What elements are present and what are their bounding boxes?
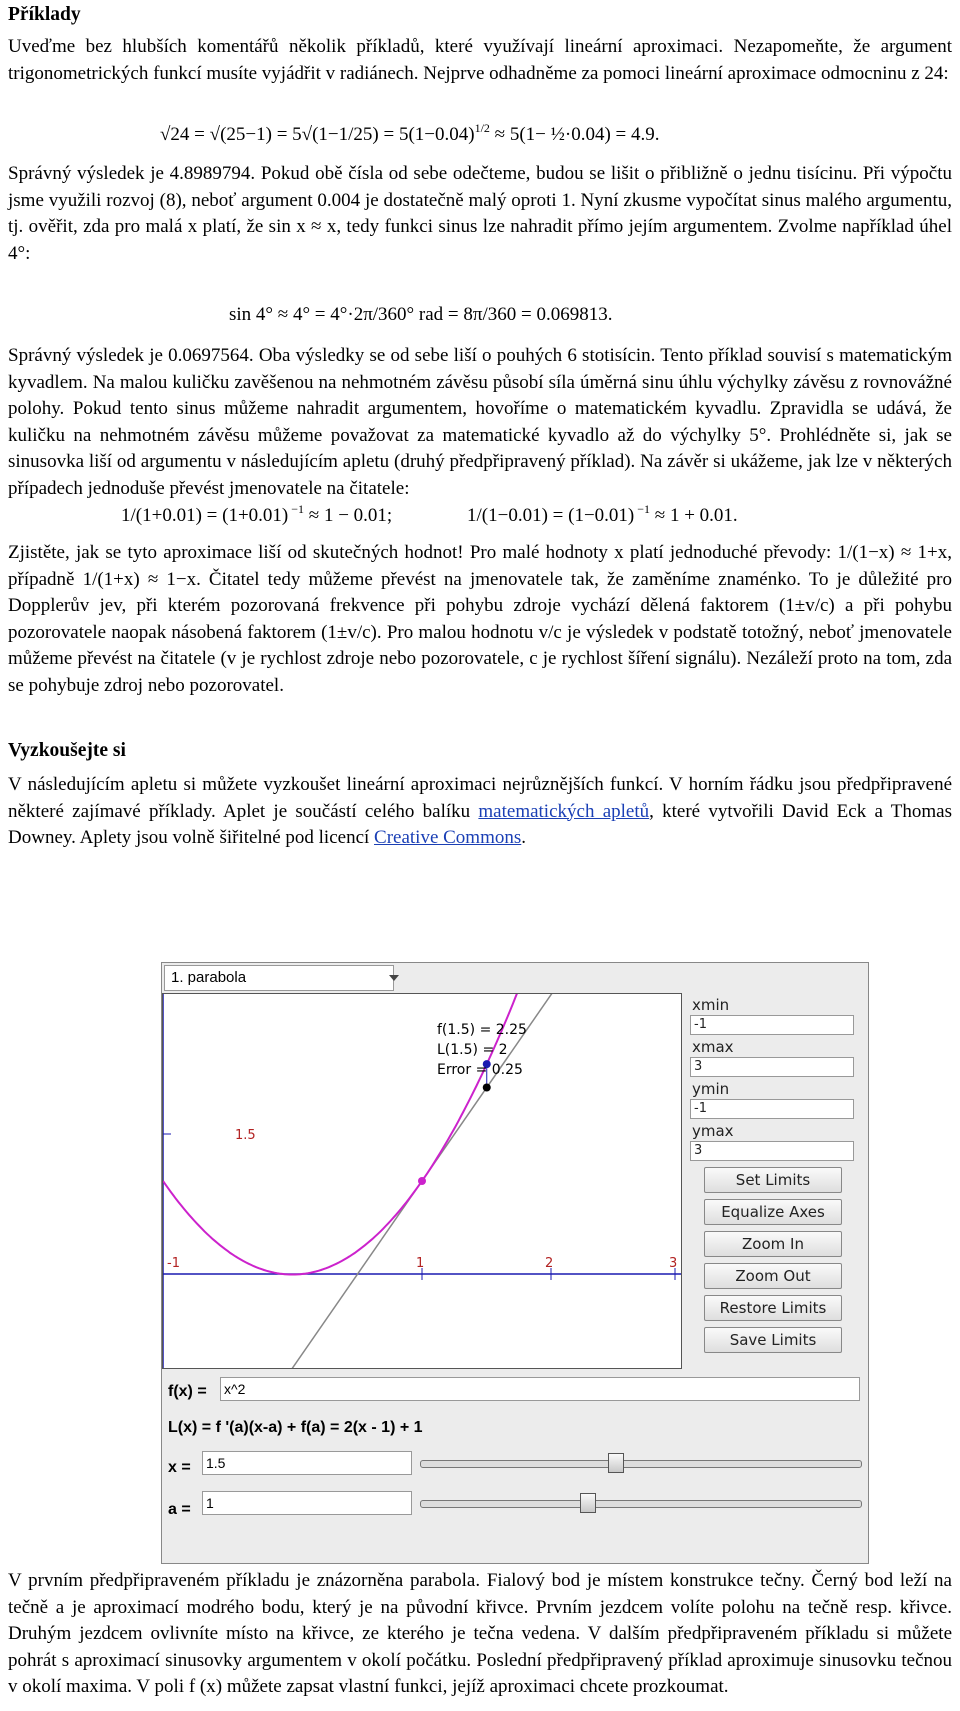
- zoom-in-button[interactable]: Zoom In: [704, 1231, 842, 1257]
- eq3-right-a: 1/(1−0.01) = (1−0.01): [467, 505, 635, 526]
- paragraph-applet-intro: [8, 772, 952, 852]
- equation-reciprocal-right: [467, 503, 738, 530]
- paragraph-pendulum: Správný výsledek je 0.0697564. Oba výsledky se od sebe liší o pouhých 6 stotisícin. Tento příklad souvisí s matematickým kyvadlem. Na malou kuličku zavěšenou na nehmotném závěsu působí síla úměrná sinu úhlu výchylky závěsu z rovnovážné polohy. Pokud tento sinus můžeme nahradit argumentem, hovoříme o matematickém kyvadlu. Zpravidla se udává, že kuličku na nehmotném závěsu můžeme považovat za matematické kyvadlo až do výchylky 5°. Prohlédněte si, jak se sinusovka liší od argumentu v následujícím apletu (druhý předpřipravený příklad). Na závěr si ukážeme, jak lze v některých případech jednoduše převést jmenovatele na čitatele:: [8, 345, 952, 499]
- linear-approximation-applet: [161, 962, 869, 1564]
- dropdown-arrow-icon: [389, 975, 399, 981]
- example-select-value: 1. parabola: [171, 969, 247, 986]
- ymin-label: ymin: [692, 1080, 730, 1098]
- ymax-field[interactable]: 3: [690, 1141, 854, 1161]
- example-select[interactable]: [164, 965, 394, 991]
- eq1-exponent: 1/2: [474, 120, 490, 135]
- save-limits-button[interactable]: Save Limits: [704, 1327, 842, 1353]
- lx-formula: L(x) = f '(a)(x-a) + f(a) = 2(x - 1) + 1: [168, 1419, 423, 1436]
- paragraph-sine: Správný výsledek je 4.8989794. Pokud obě čísla od sebe odečteme, budou se lišit o přibližně o jednu tisícinu. Při výpočtu jsme využili rozvoj (8), neboť argument 0.004 je dostatečně malý oproti 1. Nyní zkusme vypočítat sinus malého argumentu, tj. ověřit, zda pro malá x platí, že sin x ≈ x, tedy funkci sinus lze nahradit přímo jejím argumentem. Zvolme například úhel 4°:: [8, 163, 952, 264]
- xmin-field[interactable]: -1: [690, 1015, 854, 1035]
- heading-vyzkousejte: Vyzkoušejte si: [8, 740, 126, 761]
- equation-reciprocal-left: [121, 503, 392, 530]
- fx-label: f(x) =: [168, 1383, 207, 1400]
- eq1-part-a: √24 = √(25−1) = 5√(1−1/25) = 5(1−0.04): [160, 124, 475, 145]
- x-slider-track[interactable]: [420, 1460, 862, 1468]
- link-math-applets[interactable]: matematických apletů: [478, 800, 650, 822]
- intro-paragraph: Uveďme bez hlubších komentářů několik příkladů, které využívají lineární aproximaci. Nezapomeňte, že argument trigonometrických funkcí musíte vyjádřit v radiánech. Nejprve odhadněme za pomoci lineární aproximace odmocninu z 24:: [8, 36, 952, 84]
- limits-panel: [690, 995, 862, 1359]
- x-tick-label-2: 2: [545, 1256, 554, 1271]
- eq3-left-a: 1/(1+0.01) = (1+0.01): [121, 505, 289, 526]
- a-value-field[interactable]: 1: [202, 1491, 412, 1515]
- x-tick-label-neg1: -1: [167, 1256, 180, 1271]
- xmax-label: xmax: [692, 1038, 734, 1056]
- para5-text-b: , které vytvořili David Eck a Thomas Downey. Aplety jsou volně šiřitelné pod licencí: [8, 800, 953, 848]
- eq3-right-exp: −1: [634, 501, 651, 516]
- equation-sin4: sin 4° ≈ 4° = 4°·2π/360° rad = 8π/360 = 0.069813.: [229, 304, 613, 325]
- x-value-field[interactable]: 1.5: [202, 1451, 412, 1475]
- x-tick-label-1: 1: [416, 1256, 425, 1271]
- xmax-field[interactable]: 3: [690, 1057, 854, 1077]
- approx-point-black[interactable]: [483, 1084, 491, 1092]
- set-limits-button[interactable]: Set Limits: [704, 1167, 842, 1193]
- ymax-label: ymax: [692, 1122, 734, 1140]
- link-creative-commons[interactable]: Creative Commons: [374, 827, 522, 848]
- x-tick-label-3: 3: [669, 1256, 678, 1271]
- readout-error: Error = 0.25: [437, 1062, 523, 1078]
- paragraph-explanation: V prvním předpřipraveném příkladu je znázorněna parabola. Fialový bod je místem konstrukce tečny. Černý bod leží na tečně a je aproximací modrého bodu, který je na původní křivce. Prvním jezdcem volíte polohu na tečně resp. křivce. Druhým jezdcem ovlivníte místo na křivce, ze kterého je tečna vedena. V dalším předpřipraveném příkladu si můžete pohrát s aproximací sinusovky argumentem v okolí počátku. Poslední předpřipravený příklad aproximuje sinusovku tečnou v okolí maxima. V poli f (x) můžete zapsat vlastní funkci, jejíž aproximaci chcete prozkoumat.: [8, 1570, 952, 1697]
- eq3-right-b: ≈ 1 + 0.01.: [650, 505, 738, 526]
- fx-input[interactable]: x^2: [220, 1377, 860, 1401]
- y-tick-label-1-5: 1.5: [235, 1128, 256, 1143]
- restore-limits-button[interactable]: Restore Limits: [704, 1295, 842, 1321]
- example-select-bar: [164, 965, 866, 991]
- para5-text-a: V následujícím apletu si můžete vyzkoušet lineární aproximaci nejrůznějších funkcí. V horním řádku jsou předpřipravené některé zajímavé příklady. Aplet je součástí celého balíku: [8, 774, 952, 822]
- readout-f: f(1.5) = 2.25: [437, 1022, 527, 1038]
- a-slider-track[interactable]: [420, 1500, 862, 1508]
- eq3-left-b: ≈ 1 − 0.01;: [304, 505, 393, 526]
- eq3-left-exp: −1: [288, 501, 305, 516]
- x-label: x =: [168, 1459, 191, 1476]
- graph-svg: [163, 994, 681, 1368]
- heading-priklady: Příklady: [8, 4, 81, 25]
- equalize-axes-button[interactable]: Equalize Axes: [704, 1199, 842, 1225]
- paragraph-doppler: Zjistěte, jak se tyto aproximace liší od skutečných hodnot! Pro malé hodnoty x platí jednoduché převody: 1/(1−x) ≈ 1+x, případně 1/(1+x) ≈ 1−x. Čitatel tedy můžeme převést na jmenovatele tak, že zaměníme znaménko. To je důležité pro Dopplerův jev, při kterém pozorovaná frekvence při pohybu zdroje vychází dělená faktorem (1±v/c) a při pohybu pozorovatele naopak násobená faktorem (1±v/c). Pro malou hodnotu v/c je výsledek v podstatě totožný, neboť jmenovatele můžeme převést na čitatele (v je rychlost zdroje nebo pozorovatele, c je rychlost šíření signálu). Nezáleží proto na tom, zda se pohybuje zdroj nebo pozorovatel.: [8, 542, 952, 696]
- xmin-label: xmin: [692, 996, 730, 1014]
- graph-canvas[interactable]: [162, 993, 682, 1369]
- para5-text-c: .: [521, 827, 527, 848]
- x-slider-thumb[interactable]: [608, 1453, 624, 1473]
- zoom-out-button[interactable]: Zoom Out: [704, 1263, 842, 1289]
- a-slider-thumb[interactable]: [580, 1493, 596, 1513]
- tangent-point-purple[interactable]: [418, 1177, 426, 1185]
- ymin-field[interactable]: -1: [690, 1099, 854, 1119]
- equation-sqrt24: [160, 122, 660, 149]
- eq1-part-b: ≈ 5(1− ½·0.04) = 4.9.: [489, 124, 660, 145]
- a-label: a =: [168, 1501, 191, 1518]
- readout-l: L(1.5) = 2: [437, 1042, 508, 1058]
